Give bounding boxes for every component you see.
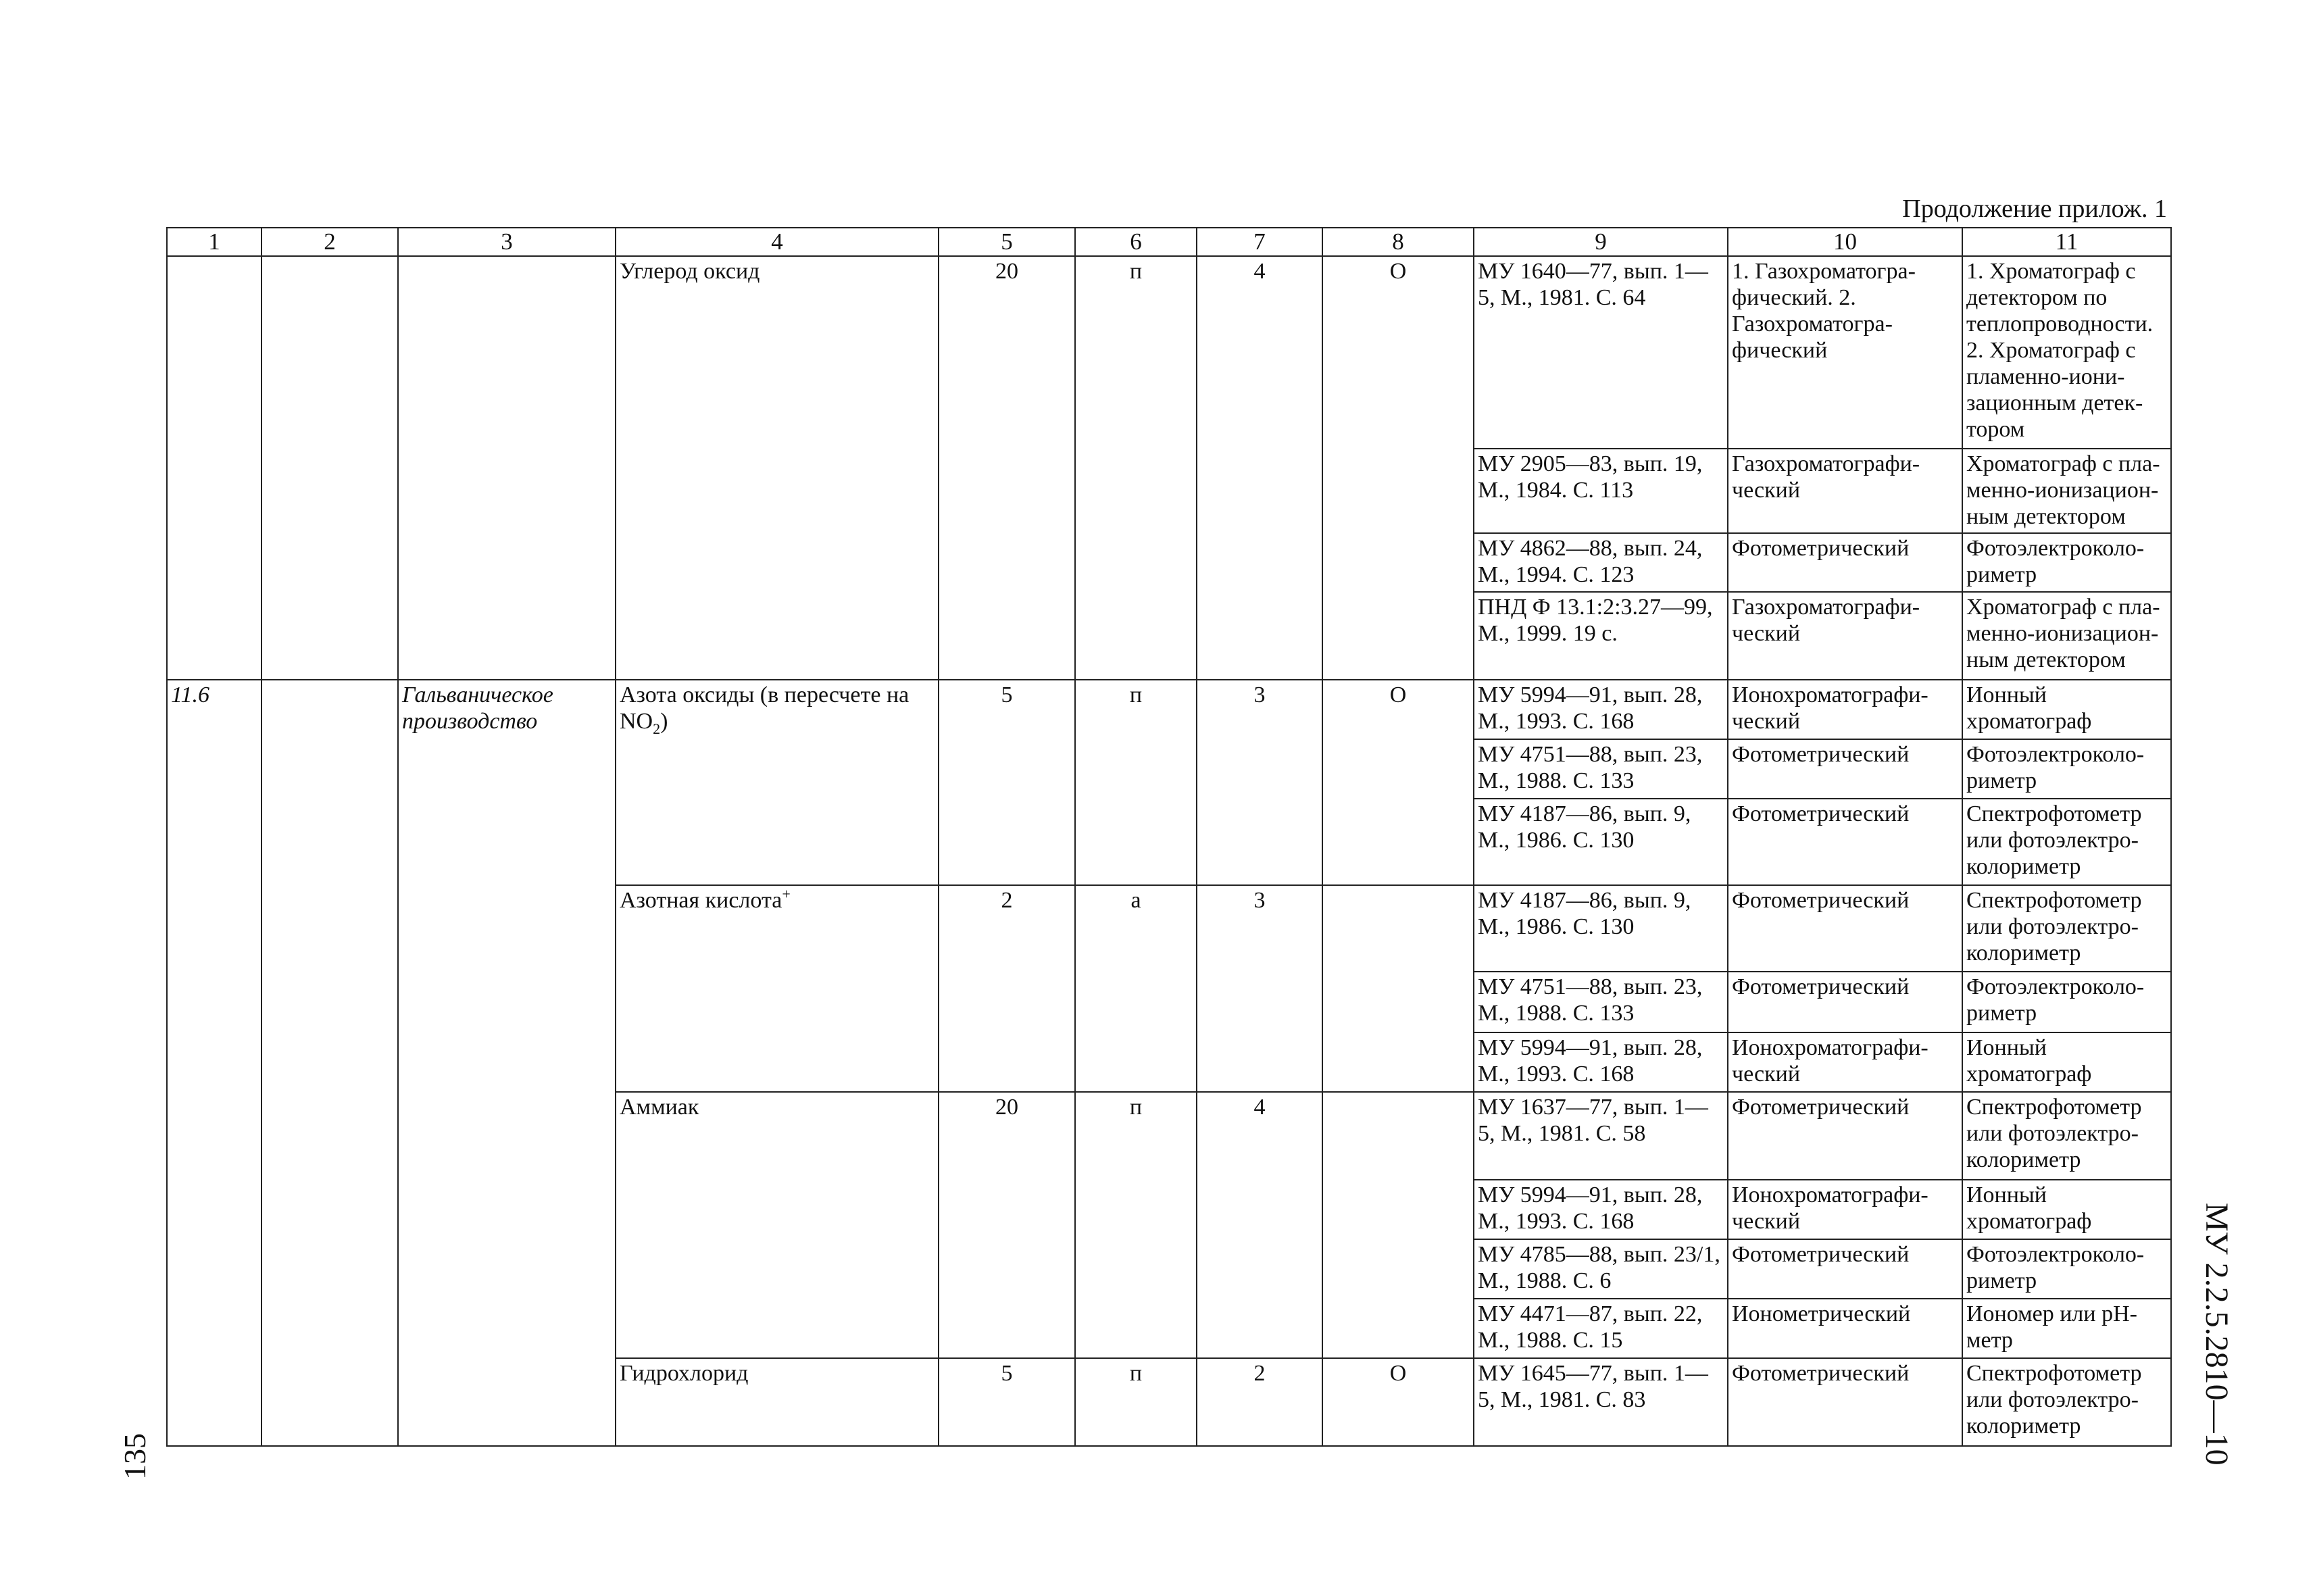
subscript: 2 xyxy=(653,720,661,737)
value-cell: п xyxy=(1075,256,1197,680)
substance-name xyxy=(616,885,939,1092)
device-name: Иономер или рН-метр xyxy=(1962,1299,2171,1358)
value-cell: 5 xyxy=(939,680,1075,885)
method-name: Фотометрический xyxy=(1728,799,1962,885)
method-document: МУ 4785—88, вып. 23/1, М., 1988. С. 6 xyxy=(1474,1239,1728,1299)
method-name: Газохроматографи-ческий xyxy=(1728,449,1962,533)
value-cell: 3 xyxy=(1197,885,1322,1092)
value-cell xyxy=(1322,1092,1474,1358)
superscript: + xyxy=(782,885,791,903)
method-document: МУ 1645—77, вып. 1—5, М., 1981. С. 83 xyxy=(1474,1358,1728,1446)
substance-name-tail: ) xyxy=(660,709,668,734)
empty-cell xyxy=(262,256,398,680)
empty-cell xyxy=(262,680,398,1446)
substance-name: Углерод оксид xyxy=(616,256,939,680)
continuation-note: Продолжение прилож. 1 xyxy=(1902,195,2167,223)
method-document: МУ 4751—88, вып. 23, М., 1988. С. 133 xyxy=(1474,739,1728,799)
method-document: ПНД Ф 13.1:2:3.27—99, М., 1999. 19 с. xyxy=(1474,592,1728,680)
production-name: Гальваническое производство xyxy=(398,680,616,1446)
device-name: Фотоэлектроколо-риметр xyxy=(1962,1239,2171,1299)
device-name: Спектрофотометр или фотоэлектро-колориметр xyxy=(1962,1092,2171,1180)
device-name: Спектрофотометр или фотоэлектро-колориметр xyxy=(1962,799,2171,885)
column-header: 4 xyxy=(616,228,939,256)
method-document: МУ 1637—77, вып. 1—5, М., 1981. С. 58 xyxy=(1474,1092,1728,1180)
value-cell: а xyxy=(1075,885,1197,1092)
device-name: Спектрофотометр или фотоэлектро-колориметр xyxy=(1962,885,2171,972)
document-code: МУ 2.2.5.2810—10 xyxy=(2199,1203,2235,1466)
value-cell: О xyxy=(1322,256,1474,680)
method-document: МУ 2905—83, вып. 19, М., 1984. С. 113 xyxy=(1474,449,1728,533)
value-cell: 3 xyxy=(1197,680,1322,885)
method-name: Фотометрический xyxy=(1728,885,1962,972)
device-name: 1. Хроматограф с детектором по теплопроводности. 2. Хроматограф с пламенно-иони-зационным детек-тором xyxy=(1962,256,2171,449)
value-cell: 2 xyxy=(939,885,1075,1092)
value-cell: 2 xyxy=(1197,1358,1322,1446)
method-name: Фотометрический xyxy=(1728,1239,1962,1299)
device-name: Фотоэлектроколо-риметр xyxy=(1962,533,2171,592)
device-name: Хроматограф с пла-менно-ионизацион-ным детектором xyxy=(1962,449,2171,533)
column-header: 6 xyxy=(1075,228,1197,256)
substance-name: Аммиак xyxy=(616,1092,939,1358)
method-document: МУ 5994—91, вып. 28, М., 1993. С. 168 xyxy=(1474,1180,1728,1239)
value-cell: 4 xyxy=(1197,1092,1322,1358)
value-cell: п xyxy=(1075,1092,1197,1358)
table-row xyxy=(167,680,2171,739)
value-cell: 5 xyxy=(939,1358,1075,1446)
device-name: Фотоэлектроколо-риметр xyxy=(1962,972,2171,1032)
device-name: Хроматограф с пла-менно-ионизацион-ным детектором xyxy=(1962,592,2171,680)
device-name: Ионный хроматограф xyxy=(1962,1032,2171,1092)
substance-name-text: Азотная кислота xyxy=(620,888,782,913)
column-header: 11 xyxy=(1962,228,2171,256)
value-cell: 4 xyxy=(1197,256,1322,680)
appendix-table xyxy=(166,227,2172,1447)
value-cell: 20 xyxy=(939,1092,1075,1358)
method-name: Ионохроматографи-ческий xyxy=(1728,680,1962,739)
substance-name-text: Азота оксиды (в пересчете на NO xyxy=(620,682,910,734)
method-name: Ионохроматографи-ческий xyxy=(1728,1032,1962,1092)
column-header: 8 xyxy=(1322,228,1474,256)
method-document: МУ 4471—87, вып. 22, М., 1988. С. 15 xyxy=(1474,1299,1728,1358)
method-name: Фотометрический xyxy=(1728,533,1962,592)
value-cell xyxy=(1322,885,1474,1092)
section-number-cell xyxy=(167,256,262,680)
device-name: Ионный хроматограф xyxy=(1962,1180,2171,1239)
device-name: Спектрофотометр или фотоэлектро-колориметр xyxy=(1962,1358,2171,1446)
column-header: 5 xyxy=(939,228,1075,256)
method-document: МУ 4751—88, вып. 23, М., 1988. С. 133 xyxy=(1474,972,1728,1032)
method-document: МУ 4187—86, вып. 9, М., 1986. С. 130 xyxy=(1474,799,1728,885)
method-name: Газохроматографи-ческий xyxy=(1728,592,1962,680)
column-number-row xyxy=(167,228,2171,256)
method-document: МУ 4862—88, вып. 24, М., 1994. С. 123 xyxy=(1474,533,1728,592)
column-header: 2 xyxy=(262,228,398,256)
method-document: МУ 5994—91, вып. 28, М., 1993. С. 168 xyxy=(1474,680,1728,739)
method-name: 1. Газохроматогра-фический. 2. Газохроматогра-фический xyxy=(1728,256,1962,449)
section-number: 11.6 xyxy=(167,680,262,1446)
value-cell: п xyxy=(1075,1358,1197,1446)
table-row xyxy=(167,256,2171,449)
substance-name: Гидрохлорид xyxy=(616,1358,939,1446)
column-header: 9 xyxy=(1474,228,1728,256)
method-name: Фотометрический xyxy=(1728,1358,1962,1446)
method-document: МУ 4187—86, вып. 9, М., 1986. С. 130 xyxy=(1474,885,1728,972)
column-header: 10 xyxy=(1728,228,1962,256)
column-header: 3 xyxy=(398,228,616,256)
value-cell: О xyxy=(1322,680,1474,885)
method-name: Ионометрический xyxy=(1728,1299,1962,1358)
value-cell: О xyxy=(1322,1358,1474,1446)
page-number: 135 xyxy=(118,1433,152,1480)
production-cell xyxy=(398,256,616,680)
value-cell: 20 xyxy=(939,256,1075,680)
column-header: 7 xyxy=(1197,228,1322,256)
method-document: МУ 5994—91, вып. 28, М., 1993. С. 168 xyxy=(1474,1032,1728,1092)
method-name: Фотометрический xyxy=(1728,972,1962,1032)
method-name: Фотометрический xyxy=(1728,739,1962,799)
value-cell: п xyxy=(1075,680,1197,885)
substance-name xyxy=(616,680,939,885)
device-name: Фотоэлектроколо-риметр xyxy=(1962,739,2171,799)
method-name: Ионохроматографи-ческий xyxy=(1728,1180,1962,1239)
device-name: Ионный хроматограф xyxy=(1962,680,2171,739)
method-document: МУ 1640—77, вып. 1—5, М., 1981. С. 64 xyxy=(1474,256,1728,449)
column-header: 1 xyxy=(167,228,262,256)
method-name: Фотометрический xyxy=(1728,1092,1962,1180)
